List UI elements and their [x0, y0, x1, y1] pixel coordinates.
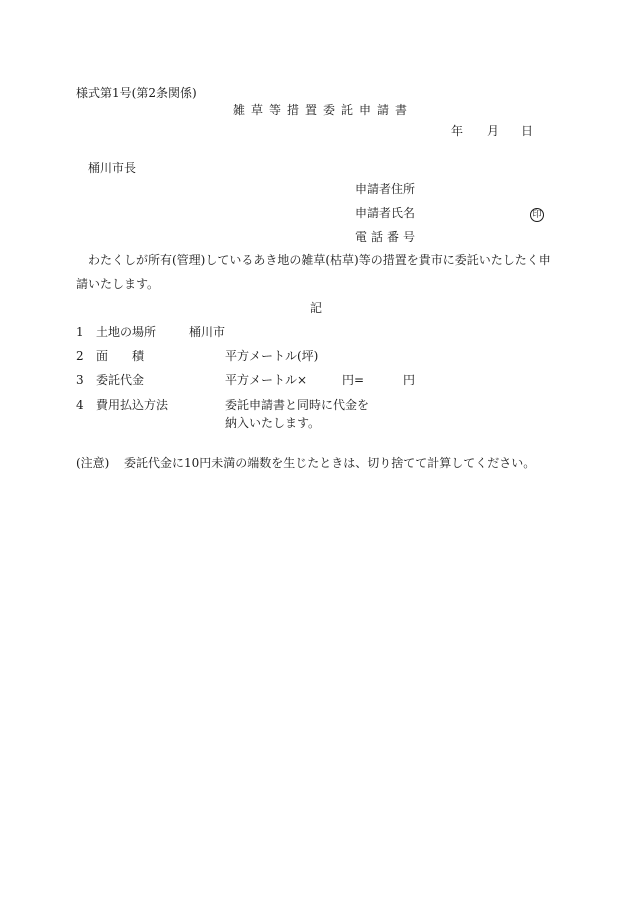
request-body-line-2: 請いたします。 — [76, 277, 160, 291]
item-label: 面 積 — [96, 349, 145, 363]
item-number: 2 — [76, 349, 84, 363]
seal-mark-icon: 印 — [530, 208, 544, 222]
applicant-name-label: 申請者氏名 — [355, 206, 416, 220]
item-value-line-1: 委託申請書と同時に代金を — [225, 398, 370, 412]
item-value: 桶川市 — [189, 325, 226, 339]
form-title: 雑草等措置委託申請書 — [233, 103, 414, 117]
request-body-line-1: わたくしが所有(管理)しているあき地の雑草(枯草)等の措置を貴市に委託いたしたく申 — [88, 253, 551, 267]
item-number: 4 — [76, 398, 84, 412]
note-label: (注意) — [76, 456, 110, 470]
applicant-address-label: 申請者住所 — [355, 182, 416, 196]
item-number: 1 — [76, 325, 84, 339]
item-label: 費用払込方法 — [96, 398, 169, 412]
date-day-label: 日 — [521, 124, 534, 138]
addressee: 桶川市長 — [88, 161, 137, 175]
item-value-yen: 円 — [403, 373, 416, 387]
applicant-phone-label: 電話番号 — [355, 230, 420, 244]
form-number: 様式第1号(第2条関係) — [76, 86, 197, 100]
item-value-yen-equals: 円= — [342, 373, 365, 387]
item-label: 土地の場所 — [96, 325, 157, 339]
item-value: 平方メートル(坪) — [225, 349, 319, 363]
item-value-line-2: 納入いたします。 — [225, 416, 321, 430]
note-text: 委託代金に10円未満の端数を生じたときは、切り捨てて計算してください。 — [124, 456, 536, 470]
ki-heading: 記 — [310, 301, 323, 315]
item-value-unit: 平方メートル× — [225, 373, 308, 387]
date-year-label: 年 — [451, 124, 464, 138]
date-month-label: 月 — [487, 124, 500, 138]
item-label: 委託代金 — [96, 373, 145, 387]
item-number: 3 — [76, 373, 84, 387]
